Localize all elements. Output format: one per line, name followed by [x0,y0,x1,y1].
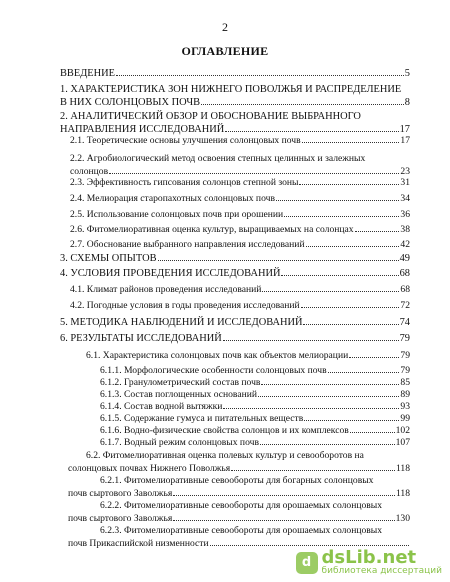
dot-leader [306,246,400,247]
toc-entry-text: 6.2. Фитомелиоративная оценка полевых культур и севооборотов на [86,450,364,461]
toc-entry[interactable] [60,253,410,266]
watermark-brand: dsLib.net [321,547,417,568]
toc-entry-page: 17 [400,135,410,146]
toc-entry-page: 118 [395,487,410,499]
toc-entry-text: В НИХ СОЛОНЦОВЫХ ПОЧВ [60,96,201,108]
toc-entry-page: 36 [400,209,410,220]
dot-leader [173,520,394,521]
toc-entry-text: 2. АНАЛИТИЧЕСКИЙ ОБЗОР И ОБОСНОВАНИЕ ВЫБРАННОГО [60,111,361,122]
toc-entry-text: 2.6. Фитомелиоративная оценка культур, выращиваемых на солонцах [70,224,354,235]
toc-entry-page: 118 [395,462,410,474]
dot-leader [350,432,395,433]
toc-entry-page: 85 [400,377,410,388]
toc-entry[interactable] [60,317,410,330]
dot-leader [261,384,399,385]
toc-entry-page: 72 [400,300,410,311]
dot-leader [276,200,399,201]
toc-entry[interactable] [70,177,410,190]
toc-entry[interactable] [70,239,410,252]
dot-leader [109,173,399,174]
dot-leader [349,357,399,358]
page-number: 2 [222,20,228,34]
toc-entry-page: 74 [399,317,410,328]
dot-leader [158,260,399,261]
dot-leader [302,142,400,143]
toc-entry-page: 5 [404,68,410,79]
toc-entry-page: 31 [400,177,410,188]
toc-entry-page: 34 [400,193,410,204]
dot-leader [231,470,395,471]
dot-leader [210,545,409,546]
toc-entry[interactable] [68,500,410,525]
toc-entry-text: 6.1.2. Гранулометрический состав почв [100,377,261,388]
dot-leader [223,340,399,341]
toc-entry-text: 6.2.3. Фитомелиоративные севообороты для орошаемых солонцовых [100,525,383,536]
toc-entry-page: 107 [395,437,410,448]
toc-entry[interactable] [100,389,410,402]
toc-entry[interactable] [70,300,410,313]
toc-entry-page: 68 [399,268,410,279]
toc-entry-text: 2.3. Эффективность гипсования солонцов степной зоны [70,177,299,188]
toc-entry[interactable] [60,268,410,281]
toc-entry[interactable] [100,437,410,450]
dot-leader [116,75,404,76]
toc-entry-text: 3. СХЕМЫ ОПЫТОВ [60,253,157,264]
watermark-subtitle: библиотека диссертаций [321,566,442,576]
toc-entry[interactable] [70,153,410,178]
dot-leader [225,131,398,132]
dot-leader [281,275,398,276]
toc-entry-page: 68 [400,284,410,295]
toc-entry-text: 6.1.5. Содержание гумуса и питательных веществ [100,413,304,424]
toc-entry-text: 2.4. Мелиорация старопахотных солонцовых почв [70,193,275,204]
toc-entry-text: НАПРАВЛЕНИЯ ИССЛЕДОВАНИЙ [60,123,225,135]
toc-entry-page: 8 [404,96,410,108]
toc-entry-text: 2.2. Агробиологический метод освоения степных целинных и залежных [70,153,366,164]
toc-entry-text: 6.1.7. Водный режим солонцовых почв [100,437,259,448]
toc-entry-text: почв сыртового Заволжья [68,487,173,499]
toc-entry-text: 2.1. Теоретические основы улучшения солонцовых почв [70,135,301,146]
toc-entry-text: 6.1.3. Состав поглощенных оснований [100,389,257,400]
dot-leader [223,408,399,409]
dot-leader [355,231,400,232]
toc-entry[interactable] [60,68,410,81]
toc-entry-page: 99 [400,413,410,424]
toc-entry[interactable] [68,475,410,500]
toc-entry[interactable] [86,350,410,363]
toc-entry-text: 1. ХАРАКТЕРИСТИКА ЗОН НИЖНЕГО ПОВОЛЖЬЯ И РАСПРЕДЕЛЕНИЕ [60,84,402,95]
toc-entry-page: 38 [400,224,410,235]
dot-leader [262,291,399,292]
toc-entry[interactable] [100,377,410,390]
dot-leader [299,184,399,185]
toc-entry-page: 102 [395,425,410,436]
dot-leader [328,372,400,373]
toc-entry-text: 6.2.2. Фитомелиоративные севообороты для орошаемых солонцовых [100,500,383,511]
toc-entry[interactable] [60,111,410,136]
toc-entry-page: 130 [395,512,410,524]
dot-leader [173,495,395,496]
toc-entry-text: почв Прикаспийской низменности [68,537,209,549]
toc-entry-page: 79 [400,350,410,361]
toc-entry-text: почв сыртового Заволжья [68,512,173,524]
toc-entry[interactable] [100,365,410,378]
toc-entry[interactable] [70,193,410,206]
toc-entry-page: 23 [400,165,410,177]
dot-leader [301,307,400,308]
toc-entry[interactable] [70,209,410,222]
toc-entry[interactable] [68,450,410,475]
toc-entry[interactable] [60,84,410,109]
toc-entry-text: 6.1. Характеристика солонцовых почв как объектов мелиорации [86,350,349,361]
toc-entry-page: 93 [400,401,410,412]
toc-entry-page: 79 [399,333,410,344]
toc-title: ОГЛАВЛЕНИЕ [181,44,269,58]
toc-entry-text: 6.1.4. Состав водной вытяжки [100,401,223,412]
toc-entry-text: 4.2. Погодные условия в годы проведения исследований [70,300,300,311]
toc-entry-page: 42 [400,239,410,250]
toc-entry[interactable] [70,135,410,148]
toc-entry-text: 4. УСЛОВИЯ ПРОВЕДЕНИЯ ИССЛЕДОВАНИЙ [60,268,281,279]
toc-entry-page: 89 [400,389,410,400]
toc-entry[interactable] [100,401,410,414]
dot-leader [260,444,395,445]
dot-leader [303,324,398,325]
toc-entry-text: 6. РЕЗУЛЬТАТЫ ИССЛЕДОВАНИЙ [60,333,222,344]
dot-leader [284,216,399,217]
dot-leader [304,420,399,421]
dslib-logo-icon: d [296,552,318,574]
toc-entry[interactable] [60,333,410,346]
toc-entry-text: 4.1. Климат районов проведения исследований [70,284,262,295]
toc-entry[interactable] [70,224,410,237]
toc-entry-text: 6.2.1. Фитомелиоративные севообороты для богарных солонцовых [100,475,374,486]
toc-entry-text: солонцовых почвах Нижнего Поволжья [68,462,231,474]
toc-entry[interactable] [100,425,410,438]
toc-entry-text: 6.1.6. Водно-физические свойства солонцов и их комплексов [100,425,349,436]
toc-entry-text: ВВЕДЕНИЕ [60,68,115,79]
toc-entry-page: 17 [399,123,410,135]
toc-entry[interactable] [100,413,410,426]
toc-entry-text: 5. МЕТОДИКА НАБЛЮДЕНИЙ И ИССЛЕДОВАНИЙ [60,317,303,328]
toc-entry-text: 2.5. Использование солонцовых почв при орошении [70,209,284,220]
toc-entry-page: 79 [400,365,410,376]
toc-entry[interactable] [70,284,410,297]
toc-entry-text: 6.1.1. Морфологические особенности солонцовых почв [100,365,327,376]
toc-entry-text: солонцов [70,165,109,177]
dot-leader [258,396,399,397]
site-watermark [296,549,442,576]
dot-leader [201,104,404,105]
toc-entry-page: 49 [399,253,410,264]
toc-entry-text: 2.7. Обоснование выбранного направления исследований [70,239,305,250]
